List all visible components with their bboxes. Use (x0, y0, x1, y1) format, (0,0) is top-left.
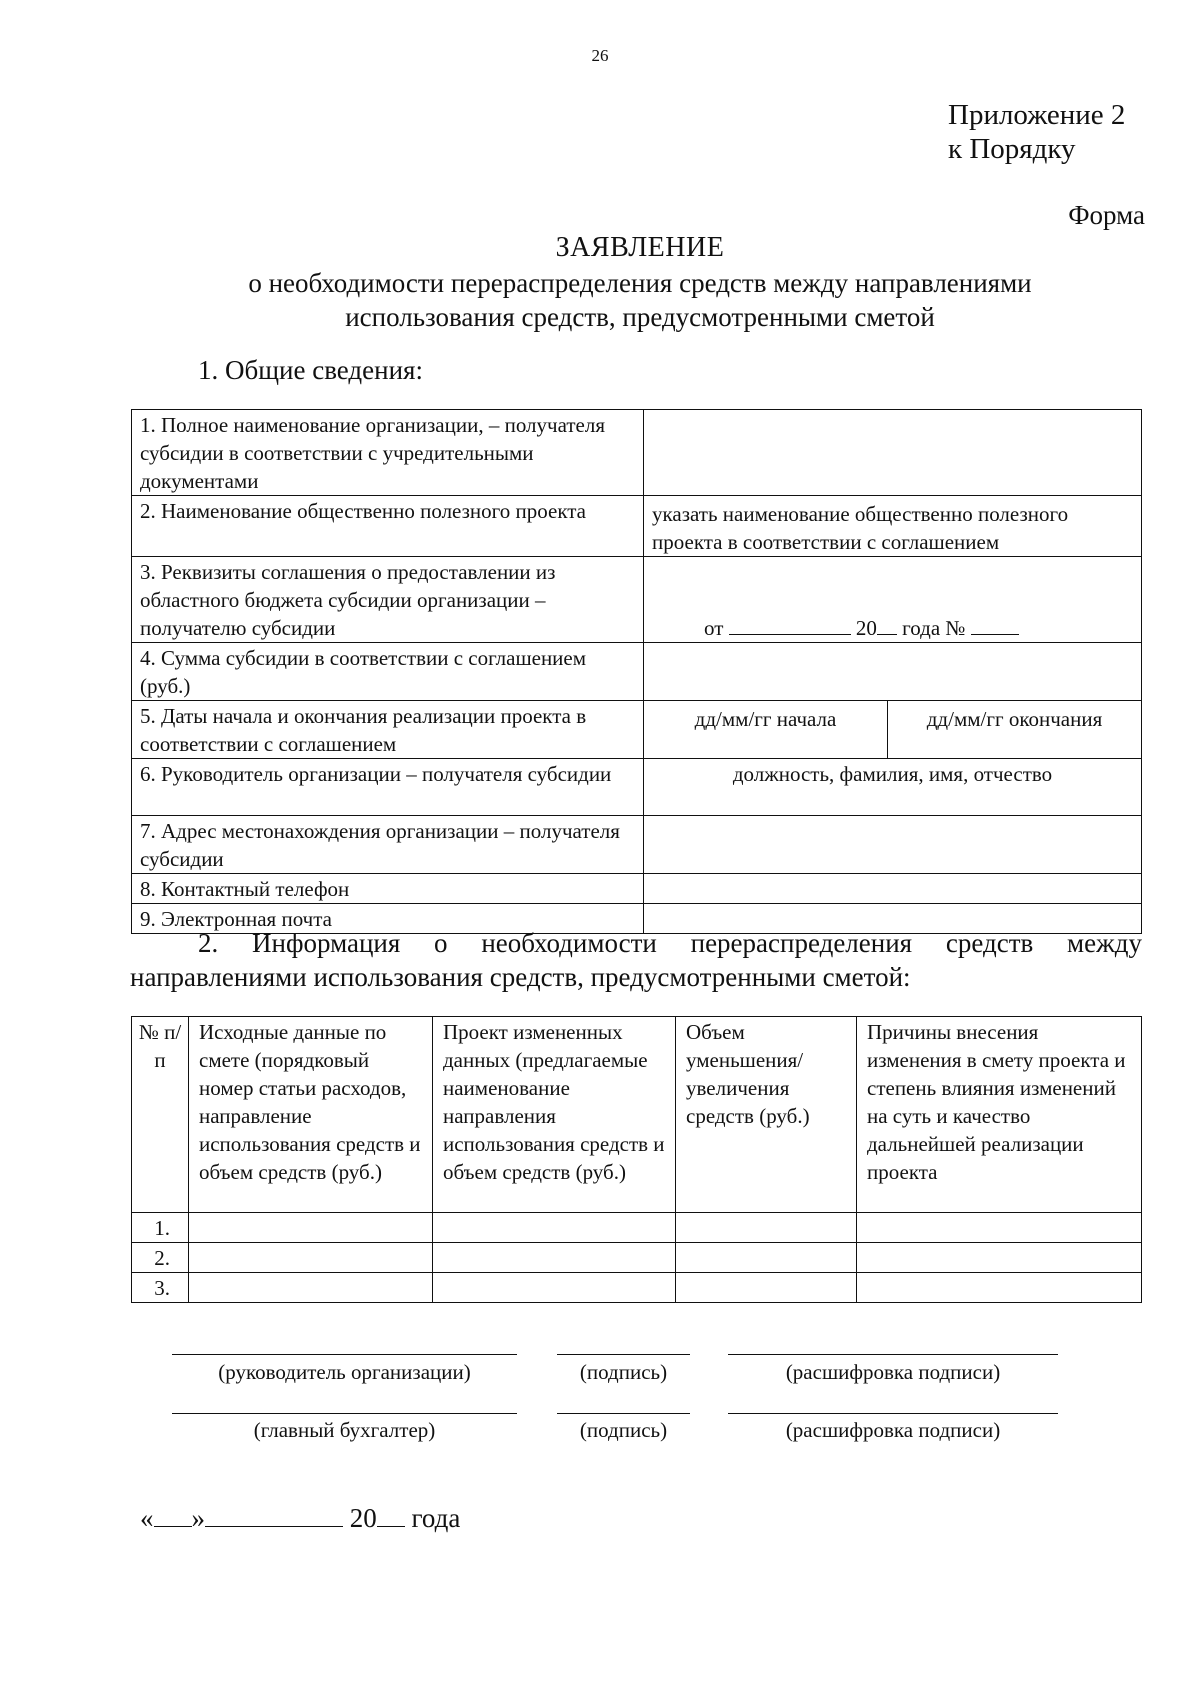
table-row (132, 1273, 1142, 1303)
header-proposed-data: Проект измененных данных (предлагаемые наименование направления использования средств и объем средств (руб.) (433, 1017, 676, 1213)
general-info-table (131, 409, 1142, 934)
date-line (140, 1503, 460, 1534)
signature-line-head-sign[interactable] (557, 1354, 690, 1355)
appendix-reference (948, 98, 1125, 166)
row5-end-date[interactable]: дд/мм/гг окончания (888, 701, 1142, 759)
row3-value[interactable] (644, 557, 1142, 643)
label-head-decode: (расшифровка подписи) (785, 1360, 1001, 1384)
table-cell[interactable] (433, 1213, 676, 1243)
label-accountant-sign: (подпись) (579, 1418, 668, 1442)
agreement-number-blank[interactable] (971, 612, 1019, 635)
date-open-quote: « (140, 1503, 154, 1533)
date-close-quote: » (191, 1503, 205, 1533)
row4-value[interactable] (644, 643, 1142, 701)
table-row (132, 874, 1142, 904)
row7-label: 7. Адрес местонахождения организации – получателя субсидии (132, 816, 644, 874)
subtitle-line2: использования средств, предусмотренными сметой (345, 302, 935, 332)
row1-label: 1. Полное наименование организации, – получателя субсидии в соответствии с учредительными документами (132, 410, 644, 496)
date-month-blank[interactable] (205, 1504, 343, 1527)
agreement-date-blank[interactable] (729, 612, 851, 635)
header-num: № п/п (132, 1017, 189, 1213)
row8-value[interactable] (644, 874, 1142, 904)
row2-value[interactable]: указать наименование общественно полезного проекта в соответствии с соглашением (644, 496, 1142, 557)
signature-line-head[interactable] (172, 1354, 517, 1355)
table-cell[interactable] (189, 1273, 433, 1303)
table-cell[interactable] (857, 1213, 1142, 1243)
row2-label: 2. Наименование общественно полезного проекта (132, 496, 644, 557)
row-number: 3. (132, 1273, 189, 1303)
table-row (132, 1213, 1142, 1243)
date-century: 20 (349, 1503, 377, 1533)
row1-value[interactable] (644, 410, 1142, 496)
table-row (132, 410, 1142, 496)
table-cell[interactable] (676, 1243, 857, 1273)
table-row (132, 759, 1142, 816)
date-day-blank[interactable] (154, 1504, 192, 1527)
table-cell[interactable] (676, 1273, 857, 1303)
page-number: 26 (591, 46, 609, 65)
header-amount-change: Объем уменьшения/ увеличения средств (руб.) (676, 1017, 857, 1213)
row6-label: 6. Руководитель организации – получателя субсидии (132, 759, 644, 816)
row4-label: 4. Сумма субсидии в соответствии с соглашением (руб.) (132, 643, 644, 701)
document-subtitle (150, 266, 1130, 334)
agreement-number-sign: № (945, 616, 966, 640)
table-row (132, 701, 1142, 759)
appendix-line2: к Порядку (948, 133, 1076, 165)
row-number: 2. (132, 1243, 189, 1273)
row5-start-date[interactable]: дд/мм/гг начала (644, 701, 888, 759)
agreement-year-blank[interactable] (877, 612, 897, 635)
document-title: ЗАЯВЛЕНИЕ (555, 232, 725, 263)
label-accountant-decode: (расшифровка подписи) (785, 1418, 1001, 1442)
subtitle-line1: о необходимости перераспределения средств между направлениями (248, 268, 1032, 298)
form-label: Форма (1068, 200, 1145, 230)
label-head: (руководитель организации) (218, 1360, 471, 1384)
table-cell[interactable] (433, 1273, 676, 1303)
signature-line-accountant[interactable] (172, 1413, 517, 1414)
agreement-from: от (704, 616, 724, 640)
label-head-sign: (подпись) (579, 1360, 668, 1384)
section1-heading: 1. Общие сведения: (198, 355, 423, 385)
row-number: 1. (132, 1213, 189, 1243)
section2-heading: 2. Информация о необходимости перераспределения средств между направлениями использования средств, предусмотренными сметой: (130, 928, 1142, 992)
row7-value[interactable] (644, 816, 1142, 874)
table-row (132, 643, 1142, 701)
signature-line-accountant-decode[interactable] (728, 1413, 1058, 1414)
table-row (132, 496, 1142, 557)
table-cell[interactable] (189, 1243, 433, 1273)
header-original-data: Исходные данные по смете (порядковый номер статьи расходов, направление использования средств и объем средств (руб.) (189, 1017, 433, 1213)
date-goda: года (411, 1503, 461, 1533)
table-cell[interactable] (676, 1213, 857, 1243)
row9-label: 9. Электронная почта (132, 904, 644, 934)
table-cell[interactable] (189, 1213, 433, 1243)
row6-value[interactable]: должность, фамилия, имя, отчество (644, 759, 1142, 816)
signature-line-head-decode[interactable] (728, 1354, 1058, 1355)
table-row (132, 557, 1142, 643)
appendix-line1: Приложение 2 (948, 99, 1126, 131)
table-cell[interactable] (857, 1243, 1142, 1273)
table-row (132, 1243, 1142, 1273)
table-header-row (132, 1017, 1142, 1213)
signature-line-accountant-sign[interactable] (557, 1413, 690, 1414)
row8-label: 8. Контактный телефон (132, 874, 644, 904)
row3-label: 3. Реквизиты соглашения о предоставлении из областного бюджета субсидии организации – получателю субсидии (132, 557, 644, 643)
date-year-blank[interactable] (377, 1504, 405, 1527)
header-reasons: Причины внесения изменения в смету проекта и степень влияния изменений на суть и качество дальнейшей реализации проекта (857, 1017, 1142, 1213)
agreement-century: 20 (855, 616, 877, 640)
label-accountant: (главный бухгалтер) (253, 1418, 436, 1442)
table-cell[interactable] (433, 1243, 676, 1273)
row5-label: 5. Даты начала и окончания реализации проекта в соответствии с соглашением (132, 701, 644, 759)
table-row (132, 816, 1142, 874)
redistribution-table (131, 1016, 1142, 1303)
agreement-goda: года (902, 616, 941, 640)
table-cell[interactable] (857, 1273, 1142, 1303)
